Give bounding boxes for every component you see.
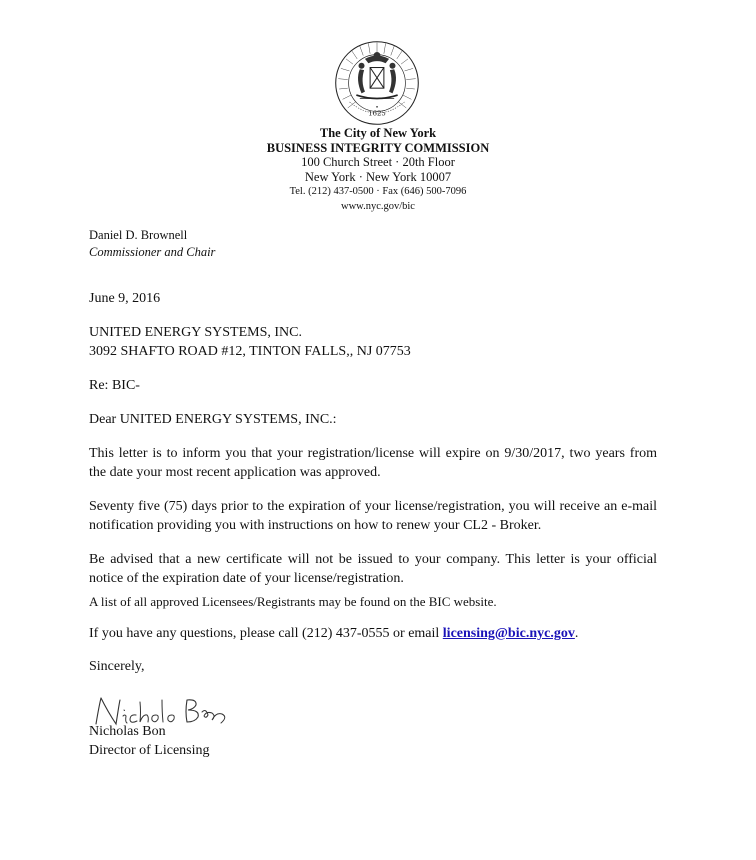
letterhead-street: 100 Church Street · 20th Floor bbox=[301, 155, 455, 169]
email-link[interactable]: licensing@bic.nyc.gov bbox=[442, 626, 575, 641]
paragraph-expiration: This letter is to inform you that your registration/license will expire on 9/30/2017, two years from the date your most recent application was approved. bbox=[89, 446, 657, 480]
letterhead-commission: BUSINESS INTEGRITY COMMISSION bbox=[266, 140, 490, 155]
contact-text: If you have any questions, please call (212) 437-0555 or email bbox=[89, 626, 443, 641]
paragraph-certificate: Be advised that a new certificate will not be issued to your company. This letter is your official notice of the expiration date of your license/registration. bbox=[89, 552, 657, 586]
signer-block bbox=[89, 722, 657, 760]
recipient-address: 3092 SHAFTO ROAD #12, TINTON FALLS,, NJ 07753 bbox=[89, 344, 411, 359]
seal-year: 1625 bbox=[368, 109, 386, 118]
letterhead-website: www.nyc.gov/bic bbox=[341, 201, 415, 212]
svg-text:•: • bbox=[375, 104, 379, 111]
paragraph-contact bbox=[89, 624, 657, 643]
commissioner-name: Daniel D. Brownell bbox=[89, 228, 188, 242]
letterhead-city-state: New York · New York 10007 bbox=[304, 169, 452, 184]
signer-name: Nicholas Bon bbox=[89, 724, 166, 739]
paragraph-renewal-notice: Seventy five (75) days prior to the expiration of your license/registration, you will receive an e-mail notification providing you with instructions on how to renew your CL2 - Broker. bbox=[89, 499, 657, 533]
letterhead bbox=[0, 126, 756, 214]
commissioner-block bbox=[89, 227, 215, 261]
signer-title: Director of Licensing bbox=[89, 743, 210, 758]
re-line: Re: BIC- bbox=[89, 378, 140, 393]
closing: Sincerely, bbox=[89, 659, 145, 674]
nyc-seal-icon bbox=[334, 40, 420, 126]
letterhead-city: The City of New York bbox=[319, 126, 437, 140]
salutation: Dear UNITED ENERGY SYSTEMS, INC.: bbox=[89, 412, 337, 427]
commissioner-title: Commissioner and Chair bbox=[89, 245, 216, 259]
letter-date: June 9, 2016 bbox=[89, 291, 161, 306]
letterhead-phone-fax: Tel. (212) 437-0500 · Fax (646) 500-7096 bbox=[289, 186, 467, 197]
recipient-name: UNITED ENERGY SYSTEMS, INC. bbox=[89, 325, 302, 340]
recipient-block bbox=[89, 323, 657, 361]
paragraph-approved-list: A list of all approved Licensees/Registrants may be found on the BIC website. bbox=[89, 594, 497, 609]
contact-period: . bbox=[574, 626, 579, 641]
